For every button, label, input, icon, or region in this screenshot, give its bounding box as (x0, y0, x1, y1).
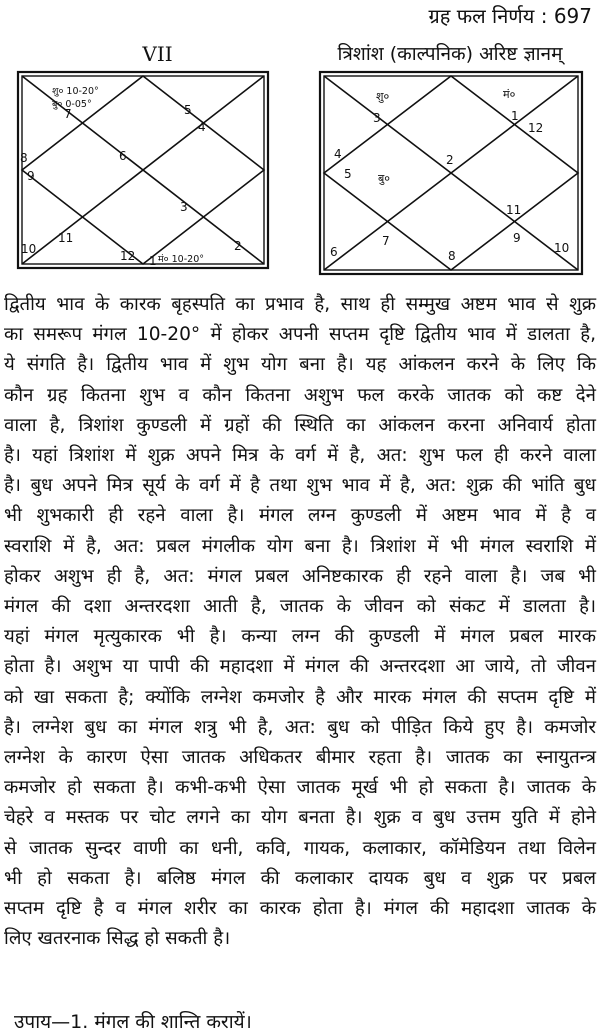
text-line: कमजोर हो सकता है। कभी-कभी ऐसा जातक मूर्ख भी हो सकता है। जातक के (4, 777, 596, 799)
text-line: ये संगति है। द्वितीय भाव में शुभ योग बना है। यह आंकलन करने के लिए कि (4, 354, 596, 376)
text-line: का समरूप मंगल 10-20° में होकर अपनी सप्तम दृष्टि द्वितीय भाव में डालता है, (4, 324, 596, 346)
text-line: होता है। अशुभ या पापी की महादशा में मंगल की अन्तरदशा आ जाये, तो जीवन (4, 656, 596, 678)
house-number: 11 (506, 203, 522, 217)
text-line: है। यहां त्रिशांश में शुक्र अपने मित्र के वर्ग में है, अत: शुभ फल ही करने वाला (4, 445, 596, 467)
planet-label: बु० (378, 172, 391, 185)
house-number: 1 (149, 254, 157, 268)
house-number: 11 (58, 231, 74, 245)
house-number: 1 (511, 109, 519, 123)
house-number: 2 (234, 239, 242, 253)
house-number: 7 (382, 234, 390, 248)
house-number: 10 (21, 242, 37, 256)
planet-label: शु० 10-20° (52, 86, 99, 97)
text-line: द्वितीय भाव के कारक बृहस्पति का प्रभाव है, साथ ही सम्मुख अष्टम भाव से शुक्र (4, 294, 596, 315)
text-line: यहां मंगल मृत्युकारक भी है। कन्या लग्न की कुण्डली में मंगल प्रबल मारक (4, 626, 596, 648)
house-number: 10 (554, 241, 570, 255)
text-line: लिए खतरनाक सिद्ध हो सकती है। (4, 928, 231, 950)
text-line: है। बुध अपने मित्र सूर्य के वर्ग में है तथा शुभ भाव में है, अत: शुक्र की भांति बुध (4, 475, 596, 497)
house-number: 9 (27, 169, 35, 183)
house-number: 4 (198, 120, 206, 134)
remedy-text: मंगल की शान्ति करायें। (94, 1011, 252, 1033)
chart-right (318, 70, 584, 276)
text-line: भी शुभकारी ही रहने वाला है। मंगल लग्न कुण्डली में अष्टम भाव में है व (4, 505, 596, 527)
text-line: भी हो सकता है। बलिष्ठ मंगल की कलाकार दायक बुध व शुक्र पर प्रबल (4, 867, 596, 889)
house-number: 12 (120, 249, 136, 263)
body-paragraph (4, 290, 596, 954)
text-line: चेहरे व मस्तक पर चोट लगने का योग बनता है। शुक्र व बुध उत्तम युति में होने (4, 807, 596, 829)
house-number: 6 (119, 149, 127, 163)
text-line: स्वराशि में है, अत: प्रबल मंगलीक योग बना है। त्रिशांश में भी मंगल स्वराशि में (4, 535, 596, 557)
house-number: 2 (446, 153, 454, 167)
chart-left (16, 70, 270, 272)
house-number: 5 (344, 167, 352, 181)
text-line: कौन ग्रह कितना शुभ व कौन कितना अशुभ फल करके जातक को कष्ट देने (4, 384, 596, 406)
planet-label: शु० (376, 90, 390, 103)
house-number: 9 (513, 231, 521, 245)
house-number: 6 (330, 245, 338, 259)
house-number: 12 (528, 121, 544, 135)
text-line: से जातक सुन्दर वाणी का धनी, कवि, गायक, कलाकार, कॉमेडियन तथा विलेन (4, 837, 596, 859)
planet-label: बु० 0-05° (52, 99, 92, 110)
chart-right-title: त्रिशांश (काल्पनिक) अरिष्ट ज्ञानम् (337, 43, 563, 65)
house-number: 5 (184, 103, 192, 117)
remedy-label: उपाय—1. (14, 1011, 89, 1033)
text-line: है। लग्नेश बुध का मंगल शत्रु भी है, अत: बुध को पीड़ित किये हुए है। कमजोर (4, 716, 596, 738)
text-line: मंगल की दशा अन्तरदशा आती है, जातक के जीवन को संकट में डालता है। (4, 596, 596, 618)
house-number: 3 (180, 200, 188, 214)
planet-label: मं० (503, 88, 516, 101)
house-number: 8 (20, 151, 28, 165)
chart-left-title: VII (142, 42, 173, 66)
house-number: 7 (64, 107, 72, 121)
page-header: ग्रह फल निर्णय : 697 (428, 4, 592, 28)
house-number: 4 (334, 147, 342, 161)
text-line: वाला है, त्रिशांश कुण्डली में ग्रहों की स्थिति का आंकलन करना अनिवार्य होता (4, 414, 596, 436)
house-number: 3 (373, 111, 381, 125)
house-number: 8 (448, 249, 456, 263)
text-line: होकर अशुभ ही है, अत: मंगल प्रबल अनिष्टकारक ही रहने वाला है। जब भी (4, 565, 596, 587)
text-line: लग्नेश के कारण ऐसा जातक अधिकतर बीमार रहता है। जातक का स्नायुतन्त्र (4, 747, 596, 769)
text-line: सप्तम दृष्टि है व मंगल शरीर का कारक होता है। मंगल की महादशा जातक के (4, 898, 596, 920)
text-line: को खा सकता है; क्योंकि लग्नेश कमजोर है और मारक मंगल की सप्तम दृष्टि में (4, 686, 596, 708)
planet-label: मं० 10-20° (158, 254, 204, 265)
remedy-line (14, 1008, 252, 1034)
